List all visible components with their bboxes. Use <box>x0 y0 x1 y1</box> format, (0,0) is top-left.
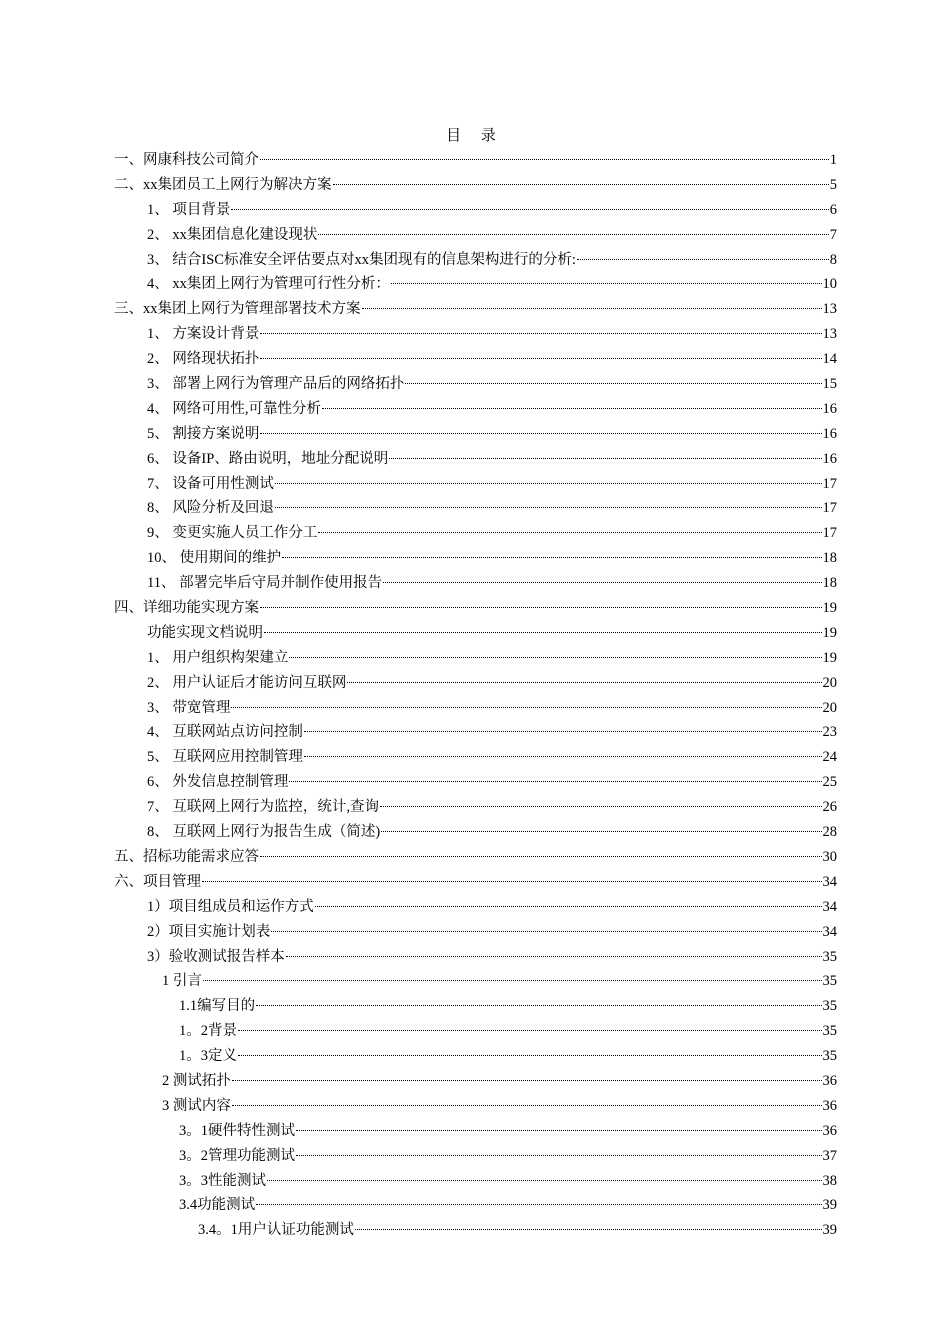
dot-leader <box>256 1204 821 1205</box>
toc-entry-page-number: 34 <box>822 898 837 915</box>
toc-entry[interactable] <box>114 148 837 173</box>
toc-entry-page-number: 10 <box>822 276 837 293</box>
toc-entry[interactable] <box>114 198 837 223</box>
toc-entry-page-number: 20 <box>822 699 837 716</box>
toc-entry-label: 六、项目管理 <box>114 873 201 890</box>
dot-leader <box>391 283 822 284</box>
toc-entry[interactable] <box>114 1218 837 1243</box>
toc-entry-page-number: 17 <box>822 525 837 542</box>
toc-entry-label: 3。3性能测试 <box>179 1172 266 1189</box>
toc-entry[interactable] <box>114 521 837 546</box>
toc-entry-page-number: 36 <box>822 1122 837 1139</box>
dot-leader <box>383 582 821 583</box>
toc-entry[interactable] <box>114 596 837 621</box>
toc-entry-page-number: 35 <box>822 1023 837 1040</box>
dot-leader <box>405 383 821 384</box>
toc-entry-page-number: 6 <box>829 201 837 218</box>
toc-entry-page-number: 26 <box>822 799 837 816</box>
toc-entry-label: 五、招标功能需求应答 <box>114 848 259 865</box>
toc-entry[interactable] <box>114 1169 837 1194</box>
toc-entry[interactable] <box>114 546 837 571</box>
toc-entry[interactable] <box>114 720 837 745</box>
toc-entry-page-number: 35 <box>822 1048 837 1065</box>
dot-leader <box>232 1080 822 1081</box>
toc-entry-label: 二、xx集团员工上网行为解决方案 <box>114 176 332 193</box>
dot-leader <box>318 532 821 533</box>
toc-entry-page-number: 1 <box>829 152 837 168</box>
toc-entry-page-number: 35 <box>822 973 837 990</box>
toc-entry-label: 3、 带宽管理 <box>147 699 231 716</box>
toc-entry-page-number: 19 <box>822 624 837 641</box>
toc-entry-label: 2、 用户认证后才能访问互联网 <box>147 674 347 691</box>
dot-leader <box>286 956 822 957</box>
toc-entry[interactable] <box>114 472 837 497</box>
dot-leader <box>275 483 822 484</box>
dot-leader <box>231 707 821 708</box>
toc-entry-label: 3.4。1用户认证功能测试 <box>198 1222 354 1239</box>
toc-entry-page-number: 17 <box>822 500 837 517</box>
dot-leader <box>289 657 821 658</box>
dot-leader <box>577 259 829 260</box>
toc-entry-page-number: 25 <box>822 774 837 791</box>
toc-entry-label: 1）项目组成员和运作方式 <box>147 898 314 915</box>
toc-entry[interactable] <box>114 571 837 596</box>
dot-leader <box>318 234 828 235</box>
dot-leader <box>260 159 829 160</box>
toc-entry-label: 1、 项目背景 <box>147 201 231 218</box>
toc-entry[interactable] <box>114 745 837 770</box>
toc-entry-label: 7、 互联网上网行为监控，统计,查询 <box>147 799 379 816</box>
dot-leader <box>304 756 822 757</box>
toc-entry[interactable] <box>114 671 837 696</box>
toc-entry-page-number: 15 <box>822 376 837 393</box>
toc-entry-page-number: 8 <box>829 251 837 268</box>
dot-leader <box>202 881 822 882</box>
toc-entry-label: 2）项目实施计划表 <box>147 923 271 940</box>
toc-entry[interactable] <box>114 372 837 397</box>
toc-entry-page-number: 16 <box>822 450 837 467</box>
toc-entry-page-number: 7 <box>829 226 837 243</box>
toc-entry-label: 6、 设备IP、路由说明，地址分配说明 <box>147 450 389 467</box>
toc-entry[interactable] <box>114 945 837 970</box>
toc-entry[interactable] <box>114 1044 837 1069</box>
dot-leader <box>304 731 822 732</box>
toc-entry-page-number: 36 <box>822 1072 837 1089</box>
dot-leader <box>238 1055 822 1056</box>
toc-entry-page-number: 20 <box>822 674 837 691</box>
toc-entry[interactable] <box>114 795 837 820</box>
toc-entry[interactable] <box>114 297 837 322</box>
toc-entry-page-number: 34 <box>822 873 837 890</box>
toc-entry[interactable] <box>114 969 837 994</box>
toc-entry-label: 9、 变更实施人员工作分工 <box>147 525 318 542</box>
dot-leader <box>260 433 821 434</box>
dot-leader <box>238 1030 822 1031</box>
dot-leader <box>231 209 828 210</box>
toc-entry-label: 3。1硬件特性测试 <box>179 1122 295 1139</box>
toc-entry-page-number: 19 <box>822 600 837 617</box>
toc-entry-label: 1、 用户组织构架建立 <box>147 649 289 666</box>
toc-entry-page-number: 18 <box>822 575 837 592</box>
dot-leader <box>380 806 822 807</box>
toc-entry[interactable] <box>114 696 837 721</box>
toc-entry-label: 4、 xx集团上网行为管理可行性分析： <box>147 276 390 293</box>
toc-entry-page-number: 35 <box>822 948 837 965</box>
toc-entry-label: 5、 割接方案说明 <box>147 425 260 442</box>
dot-leader <box>260 333 821 334</box>
toc-entry-label: 1。2背景 <box>179 1023 237 1040</box>
toc-entry-page-number: 17 <box>822 475 837 492</box>
dot-leader <box>267 1180 822 1181</box>
toc-entry[interactable] <box>114 223 837 248</box>
toc-entry-label: 10、 使用期间的维护 <box>147 550 282 567</box>
dot-leader <box>381 831 821 832</box>
toc-entry-label: 3、 部署上网行为管理产品后的网络拓扑 <box>147 376 405 393</box>
dot-leader <box>389 458 821 459</box>
toc-entry[interactable] <box>114 496 837 521</box>
toc-entry-label: 1 引言 <box>162 973 202 990</box>
toc-entry[interactable] <box>114 994 837 1019</box>
toc-entry-label: 一、网康科技公司简介 <box>114 152 259 168</box>
toc-entry[interactable] <box>114 347 837 372</box>
toc-entry[interactable] <box>114 173 837 198</box>
toc-entry[interactable] <box>114 272 837 297</box>
toc-entry-page-number: 16 <box>822 425 837 442</box>
table-of-contents <box>114 148 837 1243</box>
toc-entry[interactable] <box>114 845 837 870</box>
toc-entry-label: 四、详细功能实现方案 <box>114 600 259 617</box>
dot-leader <box>315 906 822 907</box>
toc-entry-label: 11、 部署完毕后守局并制作使用报告 <box>147 575 383 592</box>
dot-leader <box>271 931 821 932</box>
toc-entry-page-number: 24 <box>822 749 837 766</box>
toc-entry-page-number: 16 <box>822 400 837 417</box>
toc-entry-page-number: 13 <box>822 301 837 318</box>
toc-entry[interactable] <box>114 1094 837 1119</box>
toc-entry[interactable] <box>114 248 837 273</box>
toc-entry[interactable] <box>114 895 837 920</box>
toc-entry[interactable] <box>114 770 837 795</box>
dot-leader <box>296 1130 822 1131</box>
toc-entry-page-number: 19 <box>822 649 837 666</box>
dot-leader <box>282 557 821 558</box>
dot-leader <box>333 184 829 185</box>
toc-entry-page-number: 13 <box>822 326 837 343</box>
toc-entry-label: 4、 网络可用性,可靠性分析 <box>147 400 321 417</box>
toc-entry-page-number: 39 <box>822 1197 837 1214</box>
dot-leader <box>203 980 822 981</box>
dot-leader <box>256 1005 821 1006</box>
toc-entry-page-number: 18 <box>822 550 837 567</box>
toc-entry-label: 3、 结合ISC标准安全评估要点对xx集团现有的信息架构进行的分析: <box>147 251 576 268</box>
toc-entry-label: 三、xx集团上网行为管理部署技术方案 <box>114 301 361 318</box>
toc-entry-label: 6、 外发信息控制管理 <box>147 774 289 791</box>
toc-entry[interactable] <box>114 820 837 845</box>
toc-entry-page-number: 14 <box>822 351 837 368</box>
toc-entry[interactable] <box>114 920 837 945</box>
dot-leader <box>289 781 821 782</box>
toc-entry[interactable] <box>114 1144 837 1169</box>
toc-entry[interactable] <box>114 1069 837 1094</box>
toc-entry-label: 2、 xx集团信息化建设现状 <box>147 226 318 243</box>
toc-entry-label: 3。2管理功能测试 <box>179 1147 295 1164</box>
toc-entry-label: 1。3定义 <box>179 1048 237 1065</box>
toc-entry-label: 3.4功能测试 <box>179 1197 256 1214</box>
toc-entry-page-number: 5 <box>829 176 837 193</box>
toc-entry-label: 1、 方案设计背景 <box>147 326 260 343</box>
toc-entry-label: 2 测试拓扑 <box>162 1072 231 1089</box>
dot-leader <box>347 682 821 683</box>
toc-entry[interactable] <box>114 646 837 671</box>
dot-leader <box>264 632 822 633</box>
toc-entry-page-number: 37 <box>822 1147 837 1164</box>
toc-entry[interactable] <box>114 1119 837 1144</box>
dot-leader <box>362 308 822 309</box>
toc-title: 目 录 <box>446 128 504 144</box>
toc-entry-label: 3 测试内容 <box>162 1097 231 1114</box>
toc-entry-label: 5、 互联网应用控制管理 <box>147 749 303 766</box>
toc-entry[interactable] <box>114 447 837 472</box>
toc-entry-page-number: 39 <box>822 1222 837 1239</box>
toc-entry-page-number: 28 <box>822 824 837 841</box>
dot-leader <box>322 408 822 409</box>
toc-entry[interactable] <box>114 870 837 895</box>
dot-leader <box>260 358 821 359</box>
toc-entry-page-number: 35 <box>822 998 837 1015</box>
toc-entry-label: 3）验收测试报告样本 <box>147 948 285 965</box>
dot-leader <box>232 1105 822 1106</box>
toc-entry-label: 1.1编写目的 <box>179 998 256 1015</box>
toc-entry-label: 8、 互联网上网行为报告生成（简述) <box>147 824 381 841</box>
toc-entry-label: 功能实现文档说明 <box>147 624 263 641</box>
dot-leader <box>260 607 822 608</box>
dot-leader <box>275 507 822 508</box>
toc-entry[interactable] <box>114 1193 837 1218</box>
toc-entry-page-number: 23 <box>822 724 837 741</box>
dot-leader <box>296 1155 822 1156</box>
toc-entry-label: 4、 互联网站点访问控制 <box>147 724 303 741</box>
toc-entry[interactable] <box>114 1019 837 1044</box>
toc-entry[interactable] <box>114 322 837 347</box>
dot-leader <box>355 1229 822 1230</box>
toc-entry-label: 2、 网络现状拓扑 <box>147 351 260 368</box>
toc-entry-label: 7、 设备可用性测试 <box>147 475 274 492</box>
toc-entry[interactable] <box>114 422 837 447</box>
toc-entry[interactable] <box>114 397 837 422</box>
toc-entry[interactable] <box>114 621 837 646</box>
toc-entry-label: 8、 风险分析及回退 <box>147 500 274 517</box>
toc-entry-page-number: 34 <box>822 923 837 940</box>
toc-entry-page-number: 30 <box>822 848 837 865</box>
toc-entry-page-number: 36 <box>822 1097 837 1114</box>
dot-leader <box>260 856 822 857</box>
toc-entry-page-number: 38 <box>822 1172 837 1189</box>
